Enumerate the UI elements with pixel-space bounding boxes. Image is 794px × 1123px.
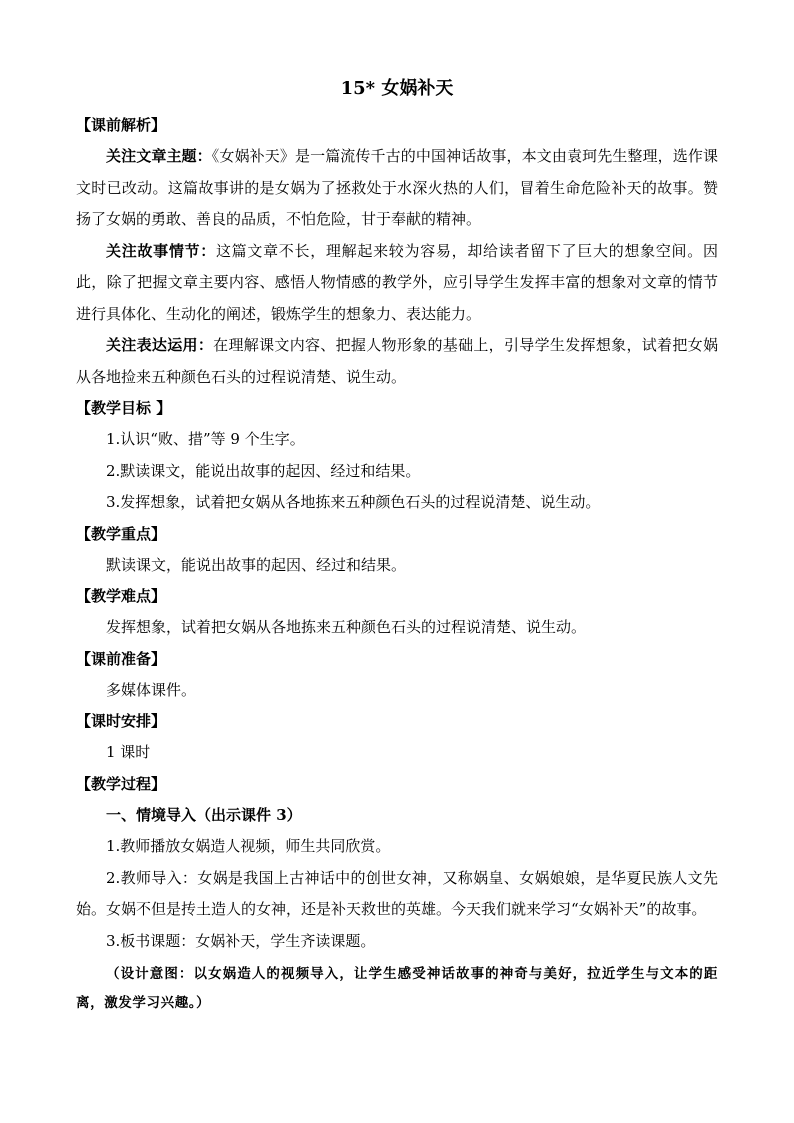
process-subheading: 一、情境导入（出示课件 3） xyxy=(106,805,302,824)
goal-item: 3.发挥想象，试着把女娲从各地拣来五种颜色石头的过程说清楚、说生动。 xyxy=(106,493,601,511)
process-step-2: 2.教师导入：女娲是我国上古神话中的创世女神，又称娲皇、女娲娘娘，是华夏民族人文先始。女娲不但是抟土造人的女神，还是补天救世的英雄。今天我们就来学习“女娲补天”的故事。 xyxy=(76,868,718,918)
analysis-lead-expression: 关注表达运用： xyxy=(106,336,214,354)
analysis-paragraph-expression xyxy=(76,330,718,393)
analysis-body-theme: 《女娲补天》是一篇流传千古的中国神话故事，本文由袁珂先生整理，选作课文时已改动。这篇故事讲的是女娲为了拯救处于水深火热的人们，冒着生命危险补天的故事。赞扬了女娲的勇敢、善良的品质，不怕危险，甘于奉献的精神。 xyxy=(76,147,718,228)
section-heading-analysis: 【课前解析】 xyxy=(76,116,167,134)
goal-item: 1.认识“败、措”等 9 个生字。 xyxy=(106,430,305,448)
process-step-3: 3.板书课题：女娲补天，学生齐读课题。 xyxy=(106,931,376,950)
section-heading-process: 【教学过程】 xyxy=(76,774,167,793)
key-points-text: 默读课文，能说出故事的起因、经过和结果。 xyxy=(106,555,407,574)
page-title: 15* 女娲补天 xyxy=(340,78,454,99)
section-heading-schedule: 【课时安排】 xyxy=(76,712,167,730)
schedule-text: 1 课时 xyxy=(106,743,151,761)
section-heading-goals: 【教学目标 】 xyxy=(76,399,172,417)
analysis-paragraph-theme xyxy=(76,141,718,236)
section-heading-key-points: 【教学重点】 xyxy=(76,524,167,543)
section-heading-preparation: 【课前准备】 xyxy=(76,649,167,668)
analysis-body-expression: 在理解课文内容、把握人物形象的基础上，引导学生发挥想象，试着把女娲从各地捡来五种颜色石头的过程说清楚、说生动。 xyxy=(76,336,718,386)
analysis-body-plot: 这篇文章不长，理解起来较为容易，却给读者留下了巨大的想象空间。因此，除了把握文章主要内容、感悟人物情感的教学外，应引导学生发挥丰富的想象对文章的情节进行具体化、生动化的阐述，锻炼学生的想象力、表达能力。 xyxy=(76,241,718,323)
analysis-lead-plot: 关注故事情节： xyxy=(106,241,216,260)
analysis-paragraph-plot xyxy=(76,236,718,331)
goal-item: 2.默读课文，能说出故事的起因、经过和结果。 xyxy=(106,461,421,480)
section-heading-difficulties: 【教学难点】 xyxy=(76,587,167,605)
difficulties-text: 发挥想象，试着把女娲从各地拣来五种颜色石头的过程说清楚、说生动。 xyxy=(106,618,587,636)
analysis-lead-theme: 关注文章主题： xyxy=(106,147,212,165)
preparation-text: 多媒体课件。 xyxy=(106,680,197,699)
design-intent-note: （设计意图：以女娲造人的视频导入，让学生感受神话故事的神奇与美好，拉近学生与文本的距离，激发学习兴趣。） xyxy=(76,966,718,1011)
process-step-1: 1.教师播放女娲造人视频，师生共同欣赏。 xyxy=(106,837,391,855)
